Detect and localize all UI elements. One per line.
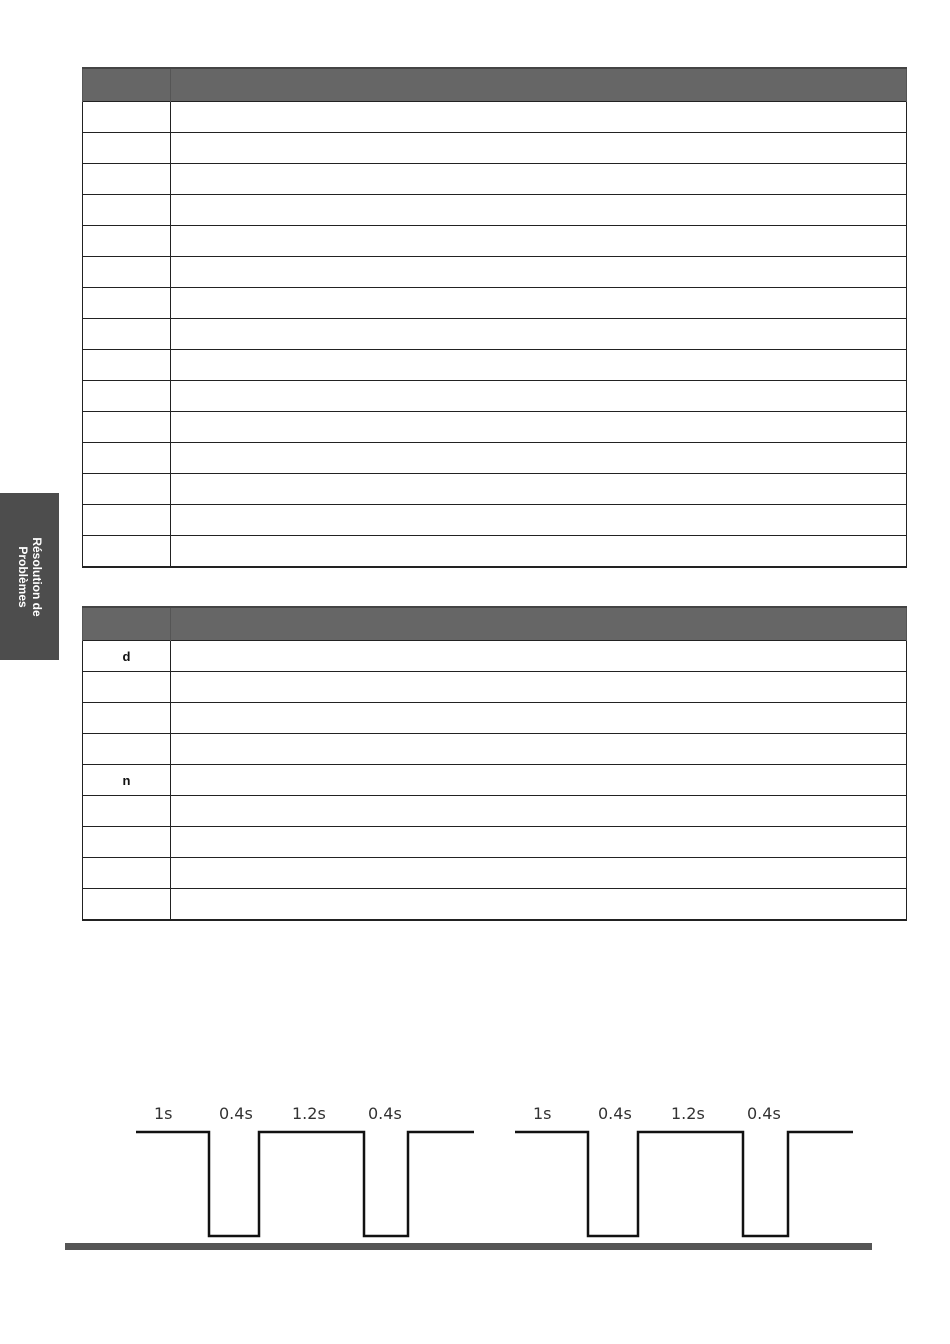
table-row: [83, 889, 907, 921]
description-cell: [171, 350, 907, 381]
table-row: [83, 827, 907, 858]
table-row: [83, 350, 907, 381]
code-cell: [83, 133, 171, 164]
description-cell: [171, 827, 907, 858]
timing-label: 1.2s: [292, 1104, 326, 1123]
description-cell: [171, 381, 907, 412]
description-cell: [171, 288, 907, 319]
code-cell: [83, 672, 171, 703]
code-cell: [83, 734, 171, 765]
code-cell: [83, 474, 171, 505]
table-row: [83, 858, 907, 889]
timing-label: 1.2s: [671, 1104, 705, 1123]
description-cell: [171, 443, 907, 474]
table-row: [83, 133, 907, 164]
header-cell-description: [171, 68, 907, 102]
table-row: [83, 443, 907, 474]
description-cell: [171, 765, 907, 796]
description-cell: [171, 505, 907, 536]
timing-label: 0.4s: [368, 1104, 402, 1123]
side-tab-troubleshooting: [0, 493, 59, 660]
code-cell: [83, 350, 171, 381]
table-row: [83, 319, 907, 350]
table-header-row: [83, 68, 907, 102]
footer-divider-bar: [65, 1243, 872, 1250]
error-code-table: [82, 67, 907, 568]
table-row: [83, 536, 907, 568]
table-header-row: [83, 607, 907, 641]
description-cell: [171, 536, 907, 568]
description-cell: [171, 412, 907, 443]
code-cell: n: [83, 765, 171, 796]
description-cell: [171, 164, 907, 195]
timing-label: 0.4s: [219, 1104, 253, 1123]
table-row: [83, 703, 907, 734]
description-cell: [171, 889, 907, 921]
header-cell-description: [171, 607, 907, 641]
table-row: [83, 257, 907, 288]
code-cell: [83, 703, 171, 734]
code-cell: [83, 288, 171, 319]
code-cell: [83, 536, 171, 568]
code-cell: [83, 858, 171, 889]
code-cell: [83, 319, 171, 350]
description-cell: [171, 319, 907, 350]
description-cell: [171, 474, 907, 505]
description-cell: [171, 195, 907, 226]
code-cell: [83, 889, 171, 921]
table-row: [83, 474, 907, 505]
code-cell: [83, 796, 171, 827]
side-tab-label: [16, 497, 44, 657]
code-cell: [83, 505, 171, 536]
table-row: [83, 412, 907, 443]
description-cell: [171, 641, 907, 672]
description-cell: [171, 133, 907, 164]
code-cell: [83, 827, 171, 858]
code-cell: d: [83, 641, 171, 672]
waveform-line: [136, 1132, 474, 1236]
waveform-group-2: [515, 1104, 853, 1236]
timing-label: 0.4s: [747, 1104, 781, 1123]
status-code-table: [82, 606, 907, 921]
code-cell: [83, 381, 171, 412]
code-cell: [83, 195, 171, 226]
code-cell: [83, 164, 171, 195]
timing-label: 1s: [533, 1104, 552, 1123]
description-cell: [171, 734, 907, 765]
code-cell: [83, 257, 171, 288]
table-row: [83, 195, 907, 226]
timing-label: 1s: [154, 1104, 173, 1123]
table-row: [83, 288, 907, 319]
table-row: [83, 641, 907, 672]
timing-waveform-svg: [0, 1095, 950, 1255]
description-cell: [171, 257, 907, 288]
code-cell: [83, 443, 171, 474]
waveform-line: [515, 1132, 853, 1236]
waveform-group-1: [136, 1104, 474, 1236]
table-row: [83, 381, 907, 412]
table-row: [83, 765, 907, 796]
code-cell: [83, 412, 171, 443]
code-cell: [83, 226, 171, 257]
description-cell: [171, 858, 907, 889]
blink-timing-diagram: [0, 1095, 950, 1255]
description-cell: [171, 226, 907, 257]
timing-label: 0.4s: [598, 1104, 632, 1123]
table-row: [83, 734, 907, 765]
description-cell: [171, 102, 907, 133]
header-cell-code: [83, 607, 171, 641]
table-row: [83, 672, 907, 703]
code-cell: [83, 102, 171, 133]
side-tab-line-2: Problèmes: [15, 545, 30, 608]
description-cell: [171, 672, 907, 703]
table-row: [83, 226, 907, 257]
description-cell: [171, 796, 907, 827]
table-row: [83, 796, 907, 827]
side-tab-line-1: Résolution de: [29, 536, 44, 617]
table-row: [83, 505, 907, 536]
table-row: [83, 164, 907, 195]
description-cell: [171, 703, 907, 734]
table-row: [83, 102, 907, 133]
header-cell-code: [83, 68, 171, 102]
